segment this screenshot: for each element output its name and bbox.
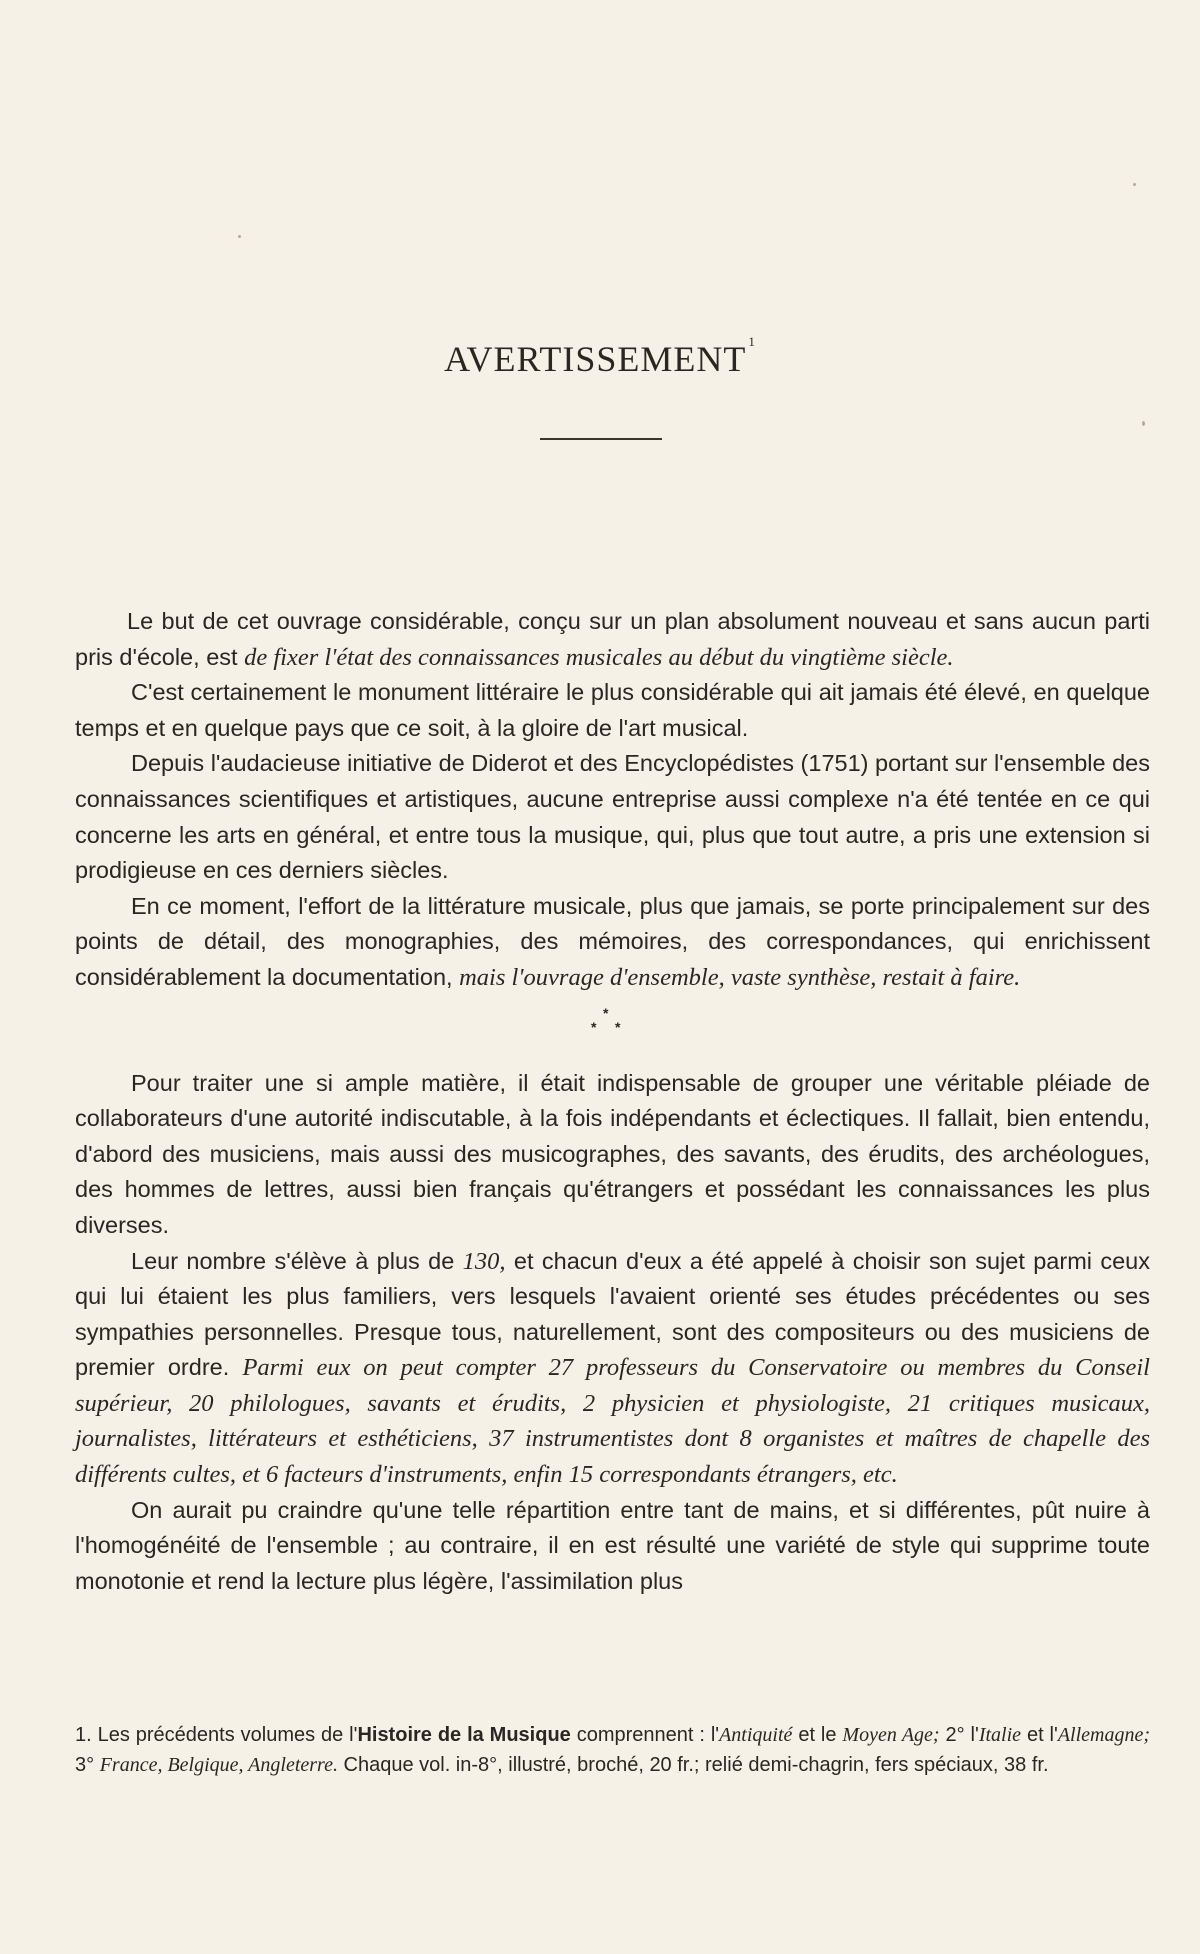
asterism-star: * — [591, 1018, 597, 1035]
page-title-text: AVERTISSEMENT — [444, 339, 747, 379]
paragraph-emphasis: 130, — [462, 1247, 506, 1275]
paper-speck — [1142, 421, 1145, 426]
footnote-text: Chaque vol. in-8°, illustré, broché, 20 fr.; relié demi-chagrin, fers spéciaux, 38 fr. — [337, 1754, 1049, 1776]
paragraph-text: Pour traiter une si ample matière, il était indispensable de grouper une véritable pléiade de collaborateurs d'une autorité indiscutable, à la fois indépendants et éclectiques. Il fallait, bien entendu, d'abord des musiciens, mais aussi des musicographes, des savants, des érudits, des archéologues, des hommes de lettres, aussi bien français qu'étrangers et possédant les connaissances les plus diverses. — [75, 1069, 1150, 1238]
footnote-text: comprennent : l' — [570, 1724, 720, 1746]
paragraph-text: On aurait pu craindre qu'une telle répartition entre tant de mains, et si différentes, pût nuire à l'homogénéité de l'ensemble ; au contraire, il en est résulté une variété de style qui supprime toute monotonie et rend la lecture plus légère, l'assimilation plus — [75, 1496, 1150, 1594]
paragraph — [75, 889, 1150, 996]
paragraph-text: et chacun d'eux a été appelé à choisir son sujet parmi ceux qui lui étaient les plus familiers, vers lesquels l'avaient orienté ses études précédentes ou ses sympathies personnelles. Presque tous, naturellement, sont des compositeurs ou des musiciens de premier ordre. — [75, 1247, 1151, 1381]
paragraph-emphasis: de fixer l'état des connaissances musicales au début du vingtième siècle. — [244, 643, 954, 671]
footnote-text: 3° — [75, 1754, 100, 1776]
paragraph — [75, 675, 1150, 746]
paragraph-text: Le but de cet ouvrage considérable, conçu sur un plan absolument nouveau et sans aucun parti pris d'école, est — [75, 608, 1150, 670]
paragraph-text: Depuis l'audacieuse initiative de Diderot et des Encyclopédistes (1751) portant sur l'ensemble des connaissances scientifiques et artistiques, aucune entreprise aussi complexe n'a été tentée en ce qui concerne les arts en général, et entre tous la musique, qui, plus que tout autre, a pris une extension si prodigieuse en ces derniers siècles. — [75, 750, 1150, 884]
footnote-volume: France, Belgique, Angleterre. — [99, 1754, 338, 1776]
paragraph — [75, 1066, 1150, 1244]
section-asterism — [75, 996, 1150, 1066]
footnote-text: 2° l' — [939, 1724, 979, 1746]
page-title — [0, 334, 1200, 380]
footnote-volume: Allemagne; — [1057, 1724, 1150, 1746]
footnote-marker: 1 — [748, 334, 756, 349]
paragraph — [75, 746, 1150, 888]
paper-speck — [1133, 183, 1136, 186]
paragraph — [75, 604, 1150, 675]
footnote-text: et le — [792, 1724, 843, 1746]
footnote-volume: Antiquité — [719, 1724, 793, 1746]
asterism-star: * — [615, 1018, 621, 1035]
footnote-volume: Italie — [978, 1724, 1022, 1746]
body-text — [75, 604, 1150, 1599]
footnote — [75, 1720, 1150, 1780]
footnote-text: 1. Les précédents volumes de l' — [75, 1724, 358, 1746]
paragraph-text: C'est certainement le monument littéraire le plus considérable qui ait jamais été élevé, en quelque temps et en quelque pays que ce soit, à la gloire de l'art musical. — [75, 679, 1150, 741]
paragraph — [75, 1493, 1150, 1600]
footnote-text: et l' — [1021, 1724, 1058, 1746]
paragraph-emphasis: mais l'ouvrage d'ensemble, vaste synthèse, restait à faire. — [459, 963, 1021, 991]
asterism-star: * — [603, 1004, 609, 1021]
paragraph — [75, 1244, 1150, 1493]
footnote-volume: Moyen Age; — [842, 1724, 940, 1746]
paragraph-emphasis: Parmi eux on peut compter 27 professeurs du Conservatoire ou membres du Conseil supérieur, 20 philologues, savants et érudits, 2 physicien et physiologiste, 21 critiques musicaux, journalistes, littérateurs et esthéticiens, 37 instrumentistes dont 8 organistes et maîtres de chapelle des différents cultes, et 6 facteurs d'instruments, enfin 15 correspondants étrangers, etc. — [75, 1354, 1150, 1489]
paper-speck — [238, 235, 241, 238]
title-divider — [540, 438, 662, 440]
paragraph-text: Leur nombre s'élève à plus de — [131, 1247, 463, 1274]
paragraph-text: En ce moment, l'effort de la littérature musicale, plus que jamais, se porte principalement sur des points de détail, des monographies, des mémoires, des correspondances, qui enrichissent considérablement la documentation, — [75, 892, 1150, 990]
footnote-book-title: Histoire de la Musique — [357, 1724, 571, 1746]
